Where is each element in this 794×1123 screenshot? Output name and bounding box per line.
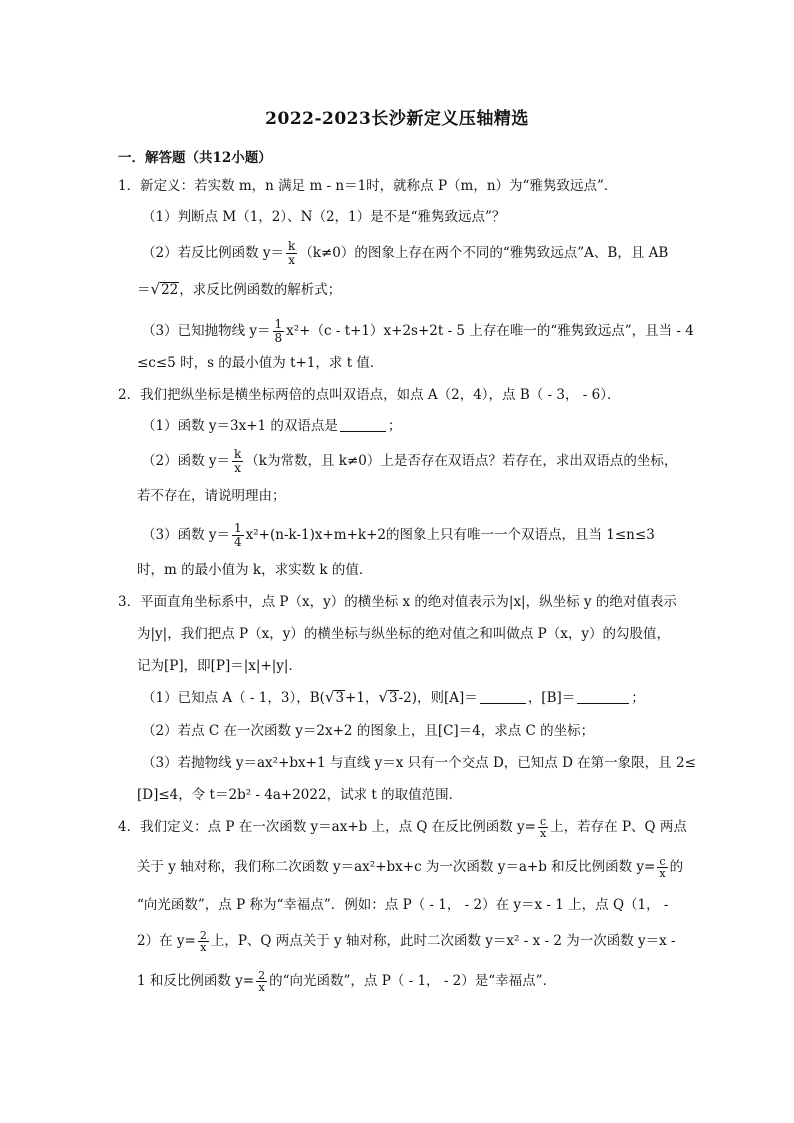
answer-blank xyxy=(480,690,526,704)
q1-line-3: （2）若反比例函数 y＝ $\frac{k}{x}$ （k≠0）的图象上存在两个不同的“雅隽致远点”A、B，且 AB xyxy=(142,239,669,267)
q1-line-1: 1．新定义：若实数 m，n 满足 m - n＝1时，就称点 P（m，n）为“雅隽致远点”． xyxy=(118,178,618,194)
q4-line-3: “向光函数”，点 P 称为“幸福点”．例如：点 P（ - 1， - 2）在 y＝x - 1 上，点 Q（1， - xyxy=(137,897,669,913)
fraction: $\frac{k}{x}$ xyxy=(288,239,296,267)
q2-line-1: 2．我们把纵坐标是横坐标两倍的点叫双语点，如点 A（2，4），点 B（ - 3， - 6）． xyxy=(118,387,621,403)
fraction: $\frac{c}{x}$ xyxy=(539,815,547,840)
q4-line-2: 关于 y 轴对称，我们称二次函数 y＝ax²+bx+c 为一次函数 y＝a+b 和反比例函数 y= $\frac{c}{x}$ 的 xyxy=(137,855,684,880)
q3-line-3: 记为[P]，即[P]＝|x|+|y|． xyxy=(137,658,302,674)
fraction: $\frac{2}{x}$ xyxy=(199,929,207,954)
q2-line-6: 时，m 的最小值为 k，求实数 k 的值． xyxy=(137,562,373,578)
q2-line-2: （1）函数 y＝3x+1 的双语点是 ； xyxy=(142,418,402,434)
q2-line-3: （2）函数 y＝ $\frac{k}{x}$ （k为常数，且 k≠0）上是否存在双语点？若存在，求出双语点的坐标， xyxy=(142,447,678,475)
answer-blank xyxy=(340,418,386,432)
q1-line-6: ≤c≤5 时，s 的最小值为 t+1，求 t 值． xyxy=(137,355,384,371)
q1-line-5: （3）已知抛物线 y＝ $\frac{1}{8}$ x²+（c - t+1）x+2s+2t - 5 上存在唯一的“雅隽致远点”，且当 - 4 xyxy=(142,317,694,345)
q3-line-5: （2）若点 C 在一次函数 y＝2x+2 的图象上，且[C]＝4，求点 C 的坐标； xyxy=(142,723,595,739)
fraction: $\frac{c}{x}$ xyxy=(659,855,666,880)
q4-line-1: 4．我们定义：点 P 在一次函数 y＝ax+b 上，点 Q 在反比例函数 y= $\frac{c}{x}$ 上，若存在 P、Q 两点 xyxy=(118,815,687,840)
q3-line-6: （3）若抛物线 y＝ax²+bx+1 与直线 y＝x 只有一个交点 D，已知点 D 在第一象限，且 2≤ xyxy=(142,755,696,771)
fraction: $\frac{1}{4}$ xyxy=(234,521,242,549)
document-title: 2022-2023长沙新定义压轴精选 xyxy=(265,109,529,129)
q2-line-5: （3）函数 y＝ $\frac{1}{4}$ x²+(n-k-1)x+m+k+2的图象上只有唯一一个双语点，且当 1≤n≤3 xyxy=(142,521,655,549)
sqrt-sign: √ 3 xyxy=(324,688,345,706)
q3-line-7: [D]≤4，令 t＝2b² - 4a+2022，试求 t 的取值范围． xyxy=(137,787,463,803)
q2-line-4: 若不存在，请说明理由； xyxy=(137,488,286,504)
q1-line-2: （1）判断点 M（1，2）、N（2，1）是不是“雅隽致远点”？ xyxy=(142,209,506,225)
q4-line-5: 1 和反比例函数 y= $\frac{2}{x}$ 的“向光函数”，点 P（ - 1， - 2）是“幸福点”． xyxy=(137,969,557,994)
fraction: $\frac{1}{8}$ xyxy=(274,317,283,345)
q3-line-1: 3．平面直角坐标系中，点 P（x，y）的横坐标 x 的绝对值表示为|x|，纵坐标 y 的绝对值表示 xyxy=(118,594,677,610)
sqrt-sign: √ 22 xyxy=(150,280,179,298)
answer-blank xyxy=(577,690,629,704)
section-heading: 一．解答题（共12小题） xyxy=(118,150,272,166)
sqrt-sign: √ 3 xyxy=(378,688,398,706)
q1-line-4: ＝ √ 22 ，求反比例函数的解析式； xyxy=(137,280,342,298)
fraction: $\frac{k}{x}$ xyxy=(234,447,242,475)
q4-line-4: 2）在 y= $\frac{2}{x}$ 上，P、Q 两点关于 y 轴对称，此时二次函数 y＝x² - x - 2 为一次函数 y＝x - xyxy=(137,929,676,954)
q3-line-4: （1）已知点 A（ - 1，3），B( √ 3 +1， √ 3 -2)，则[A]＝ ，[B]＝ ； xyxy=(142,688,645,706)
q3-line-2: 为|y|，我们把点 P（x，y）的横坐标与纵坐标的绝对值之和叫做点 P（x，y）的勾股值， xyxy=(137,626,670,642)
fraction: $\frac{2}{x}$ xyxy=(258,969,266,994)
